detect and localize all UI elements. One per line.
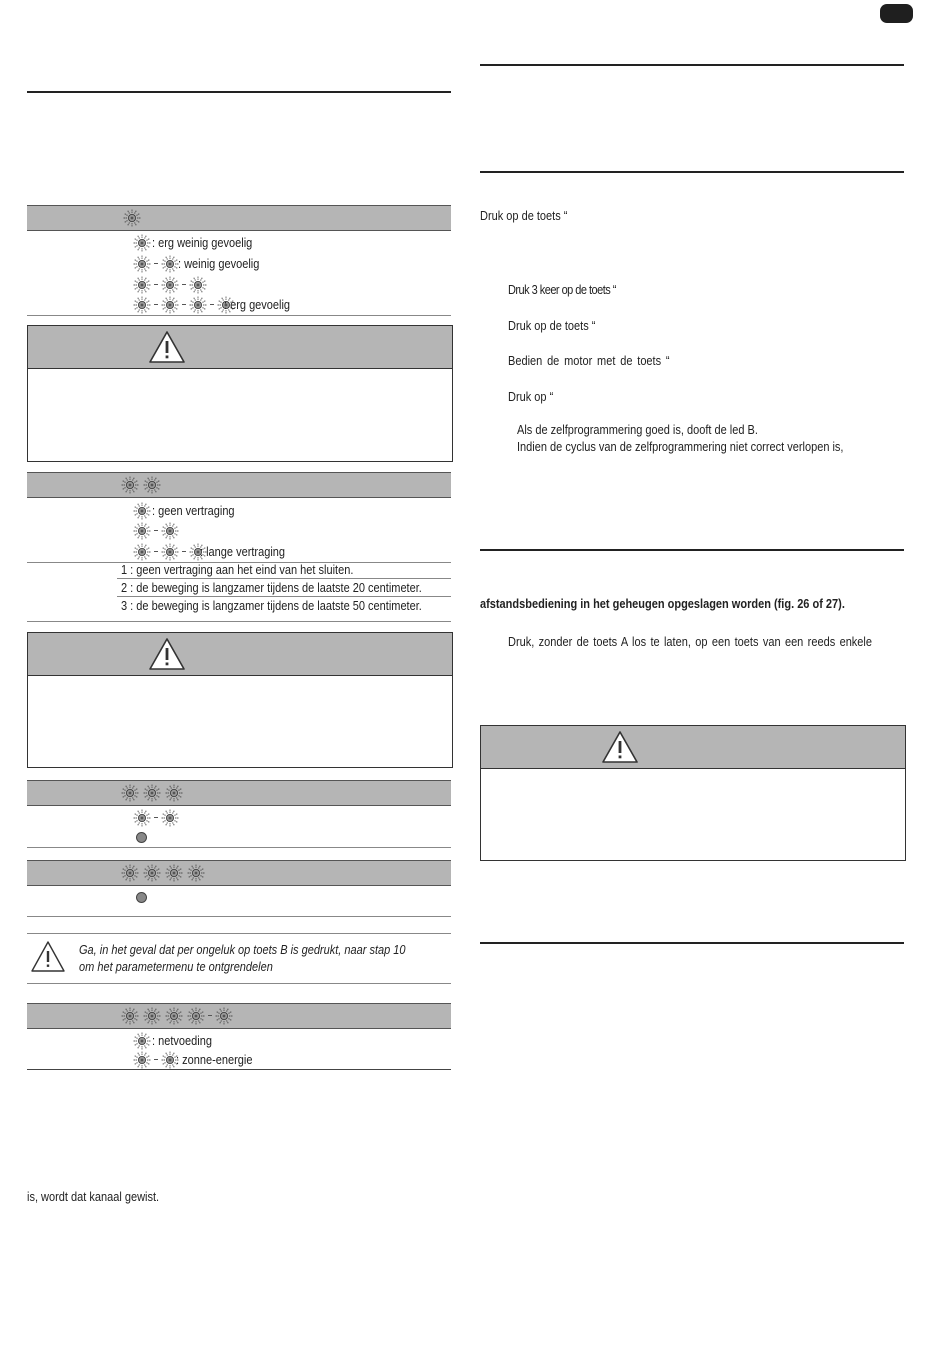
option-row <box>132 255 180 273</box>
step-line: Druk op “ <box>508 390 554 404</box>
page-badge <box>880 4 913 23</box>
divider <box>27 315 451 316</box>
blinking-led-icon <box>160 276 180 294</box>
option-row <box>132 1051 180 1069</box>
warning-header <box>481 726 905 769</box>
param-led-group <box>120 476 162 494</box>
param-led-group <box>120 784 184 802</box>
param-bar-power <box>27 1003 451 1029</box>
section-rule <box>480 549 904 551</box>
blinking-led-icon <box>120 1007 140 1025</box>
blinking-led-icon <box>132 522 152 540</box>
step-line: Druk, zonder de toets A los te laten, op een toets van een reeds enkele <box>508 635 872 649</box>
warning-triangle-icon <box>148 330 186 369</box>
blinking-led-icon <box>132 255 152 273</box>
step-line: Druk op de toets “ <box>480 209 568 223</box>
blinking-led-icon <box>188 276 208 294</box>
blinking-led-icon <box>186 864 206 882</box>
section-rule <box>480 942 904 944</box>
blinking-led-icon <box>132 543 152 561</box>
blinking-led-icon <box>142 476 162 494</box>
option-row <box>132 276 208 294</box>
blinking-led-icon <box>160 522 180 540</box>
delay-row: 2 : de beweging is langzamer tijdens de laatste 20 centimeter. <box>121 581 422 595</box>
blinking-led-icon <box>164 1007 184 1025</box>
blinking-led-icon <box>160 543 180 561</box>
divider <box>27 847 451 848</box>
blinking-led-icon <box>120 476 140 494</box>
bold-line: afstandsbediening in het geheugen opgeslagen worden (fig. 26 of 27). <box>480 597 845 611</box>
led-off-icon <box>136 892 147 903</box>
step-line: Als de zelfprogrammering goed is, dooft de led B. <box>517 423 758 437</box>
step-line: Bedien de motor met de toets “ <box>508 354 670 368</box>
blinking-led-icon <box>186 1007 206 1025</box>
warning-header <box>28 326 452 369</box>
delay-row: 3 : de beweging is langzamer tijdens de laatste 50 centimeter. <box>121 599 422 613</box>
divider <box>27 916 451 917</box>
note-line: Ga, in het geval dat per ongeluk op toets B is gedrukt, naar stap 10 <box>79 943 406 957</box>
step-line: Druk 3 keer op de toets “ <box>508 283 616 297</box>
blinking-led-icon <box>142 1007 162 1025</box>
param-led-group <box>120 1007 234 1025</box>
option-label: : weinig gevoelig <box>178 257 260 271</box>
option-row <box>132 296 236 314</box>
param-bar-4 <box>27 860 451 886</box>
param-bar-sensitivity <box>27 205 451 231</box>
warning-box <box>27 632 453 768</box>
blinking-led-icon <box>120 864 140 882</box>
body-text: is, wordt dat kanaal gewist. <box>27 1190 160 1204</box>
blinking-led-icon <box>132 809 152 827</box>
param-bar-3 <box>27 780 451 806</box>
blinking-led-icon <box>120 784 140 802</box>
section-rule <box>480 171 904 173</box>
blinking-led-icon <box>142 784 162 802</box>
param-led-group <box>120 864 206 882</box>
blinking-led-icon <box>164 784 184 802</box>
option-row <box>132 522 180 540</box>
blinking-led-icon <box>132 276 152 294</box>
blinking-led-icon <box>132 502 152 520</box>
warning-triangle-icon <box>601 730 639 769</box>
param-led-group <box>122 209 142 227</box>
param-bar-delay <box>27 472 451 498</box>
section-rule <box>480 64 904 66</box>
delay-row: 1 : geen vertraging aan het eind van het sluiten. <box>121 563 354 577</box>
option-label: : zonne-energie <box>176 1053 253 1067</box>
option-row <box>132 543 208 561</box>
option-label: : netvoeding <box>152 1034 212 1048</box>
blinking-led-icon <box>160 809 180 827</box>
divider <box>27 983 451 984</box>
divider <box>27 621 451 622</box>
blinking-led-icon <box>132 296 152 314</box>
option-row <box>132 809 180 827</box>
led-off-icon <box>136 832 147 843</box>
option-row <box>132 234 152 252</box>
step-line: Druk op de toets “ <box>508 319 596 333</box>
warning-triangle-icon <box>148 637 186 676</box>
option-row <box>132 1032 152 1050</box>
blinking-led-icon <box>142 864 162 882</box>
blinking-led-icon <box>160 255 180 273</box>
divider <box>117 578 451 579</box>
warning-box <box>27 325 453 462</box>
warning-triangle-icon <box>30 940 66 979</box>
blinking-led-icon <box>132 1051 152 1069</box>
blinking-led-icon <box>132 234 152 252</box>
divider <box>117 596 451 597</box>
warning-header <box>28 633 452 676</box>
note-line: om het parametermenu te ontgrendelen <box>79 960 273 974</box>
blinking-led-icon <box>122 209 142 227</box>
option-label: : geen vertraging <box>152 504 235 518</box>
option-row <box>132 502 152 520</box>
divider <box>27 1069 451 1070</box>
blinking-led-icon <box>188 296 208 314</box>
blinking-led-icon <box>160 296 180 314</box>
option-label: : erg weinig gevoelig <box>152 236 253 250</box>
option-label: : lange vertraging <box>200 545 286 559</box>
divider <box>27 933 451 934</box>
section-rule <box>27 91 451 93</box>
step-line: Indien de cyclus van de zelfprogrammering niet correct verlopen is, <box>517 440 844 454</box>
option-label: : erg gevoelig <box>224 298 291 312</box>
blinking-led-icon <box>132 1032 152 1050</box>
blinking-led-icon <box>164 864 184 882</box>
blinking-led-icon <box>214 1007 234 1025</box>
warning-box <box>480 725 906 861</box>
